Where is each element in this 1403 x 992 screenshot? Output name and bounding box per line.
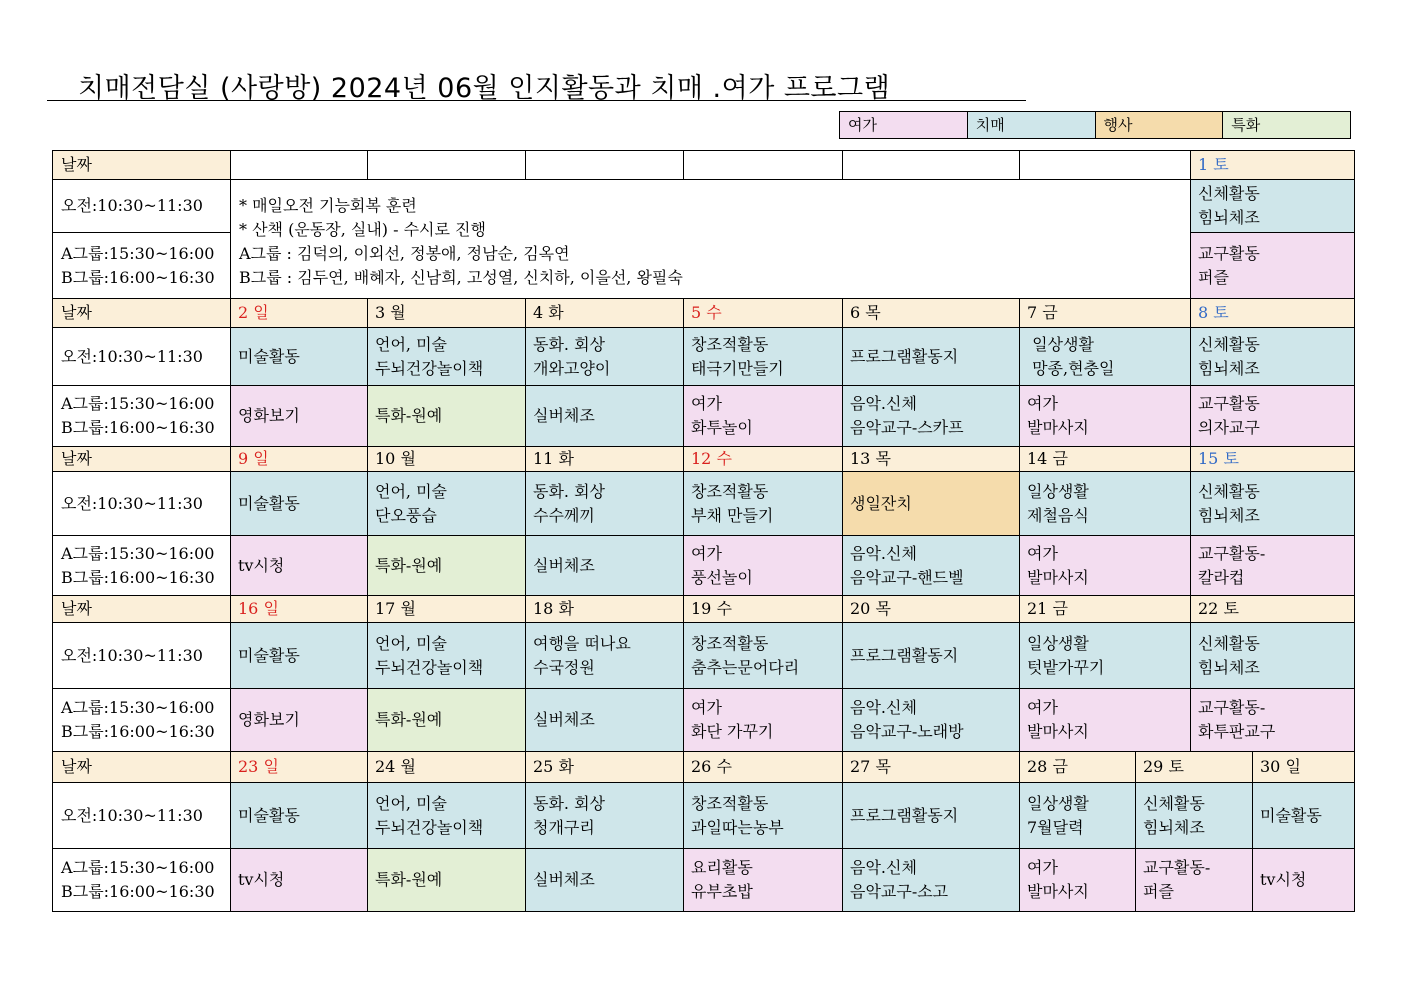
activity-line: 힘뇌체조: [1198, 657, 1260, 677]
group-b-time: B그룹:16:00~16:30: [61, 882, 215, 901]
activity-line: 창조적활동: [691, 633, 769, 653]
activity-line: 특화-원예: [375, 870, 443, 889]
date-cell: 9 일: [231, 447, 368, 472]
activity-line: 음악.신체: [850, 543, 917, 563]
activity-cell: [231, 386, 368, 447]
group-b-time: B그룹:16:00~16:30: [61, 722, 215, 741]
date-cell: 29 토: [1136, 752, 1253, 783]
activity-cell: [526, 472, 684, 536]
activity-line: 실버체조: [533, 710, 595, 729]
activity-cell: [368, 386, 526, 447]
afternoon-row: [53, 849, 1355, 912]
activity-cell: [1191, 536, 1355, 596]
date-cell: 27 목: [843, 752, 1020, 783]
date-cell: 13 목: [843, 447, 1020, 472]
activity-line: 춤추는문어다리: [691, 657, 800, 677]
activity-cell: [1136, 849, 1253, 912]
activity-line: 발마사지: [1027, 722, 1089, 741]
activity-cell: [684, 623, 843, 689]
legend-event: 행사: [1095, 112, 1223, 138]
activity-cell: [1020, 849, 1136, 912]
date-row: [53, 299, 1355, 328]
activity-cell: [1020, 328, 1191, 386]
group-a-time: A그룹:15:30~16:00: [61, 858, 215, 877]
activity-cell: [1191, 386, 1355, 447]
date-cell: 1 토: [1191, 151, 1355, 180]
date-cell: 4 화: [526, 299, 684, 328]
activity-cell: [684, 689, 843, 752]
activity-line: 풍선놀이: [691, 567, 753, 587]
activity-cell: [231, 623, 368, 689]
time-label: [53, 689, 231, 752]
activity-line: 일상생활: [1027, 793, 1089, 813]
activity-line: 일상생활: [1027, 633, 1089, 653]
activity-line: 요리활동: [691, 858, 753, 877]
activity-line: 언어, 미술: [375, 793, 447, 813]
activity-cell: [368, 472, 526, 536]
activity-cell: [1191, 689, 1355, 752]
activity-line: 제철음식: [1027, 505, 1089, 525]
date-cell: 8 토: [1191, 299, 1355, 328]
date-cell: 12 수: [684, 447, 843, 472]
activity-line: 언어, 미술: [375, 334, 447, 354]
group-a-time: A그룹:15:30~16:00: [61, 543, 215, 563]
date-cell: 6 목: [843, 299, 1020, 328]
activity-line: 언어, 미술: [375, 481, 447, 501]
activity-cell: [526, 328, 684, 386]
activity-line: 특화-원예: [375, 710, 443, 729]
afternoon-row: [53, 536, 1355, 596]
activity-line: 여가: [1027, 698, 1058, 717]
activity-line: 수국정원: [533, 657, 595, 677]
activity-cell: [368, 689, 526, 752]
activity-cell: [368, 623, 526, 689]
activity-line: 동화. 회상: [533, 334, 605, 354]
activity-line: 창조적활동: [691, 481, 769, 501]
activity-line: 음악.신체: [850, 394, 917, 413]
date-label: 날짜: [53, 299, 231, 328]
activity-line: 청개구리: [533, 817, 595, 837]
activity-cell: [368, 328, 526, 386]
activity-cell: [231, 536, 368, 596]
activity-line: 칼라컵: [1198, 567, 1245, 587]
activity-cell: [1191, 328, 1355, 386]
activity-cell: [368, 536, 526, 596]
activity-line: 교구활동: [1198, 394, 1260, 413]
time-label: 오전:10:30~11:30: [53, 180, 231, 233]
date-row: [53, 596, 1355, 623]
note-line: A그룹 : 김덕의, 이외선, 정봉애, 정남순, 김옥연: [239, 244, 570, 263]
activity-cell: [684, 783, 843, 849]
activity-cell: [843, 783, 1020, 849]
activity-line: tv시청: [238, 870, 285, 889]
activity-line: 텃밭가꾸기: [1027, 657, 1105, 677]
activity-cell: [684, 386, 843, 447]
date-cell: 30 일: [1253, 752, 1355, 783]
date-row: [53, 752, 1355, 783]
activity-cell: [843, 386, 1020, 447]
time-label: 오전:10:30~11:30: [53, 472, 231, 536]
time-label: 오전:10:30~11:30: [53, 783, 231, 849]
activity-line: 힘뇌체조: [1198, 505, 1260, 525]
date-label: 날짜: [53, 752, 231, 783]
activity-line: 음악교구-노래방: [850, 722, 964, 741]
activity-line: 화투판교구: [1198, 722, 1276, 741]
activity-cell: [368, 849, 526, 912]
activity-line: 음악교구-핸드벨: [850, 567, 964, 587]
activity-line: 음악.신체: [850, 698, 917, 717]
activity-cell: [526, 849, 684, 912]
group-a-time: A그룹:15:30~16:00: [61, 394, 215, 413]
date-cell-empty: [1020, 151, 1191, 180]
activity-line: 여가: [691, 543, 722, 563]
date-cell-empty: [843, 151, 1020, 180]
activity-line: 미술활동: [238, 346, 300, 366]
activity-cell: [843, 689, 1020, 752]
activity-cell: [843, 472, 1020, 536]
activity-line: 영화보기: [238, 406, 300, 425]
activity-line: 여가: [691, 698, 722, 717]
activity-cell: [843, 536, 1020, 596]
activity-line: 퍼즐: [1198, 267, 1229, 287]
activity-line: 힘뇌체조: [1198, 358, 1260, 378]
activity-line: 음악교구-소고: [850, 882, 949, 901]
activity-cell: [684, 472, 843, 536]
activity-line: 힘뇌체조: [1198, 208, 1260, 227]
note-line: * 산책 (운동장, 실내) - 수시로 진행: [239, 220, 486, 239]
activity-cell: [1253, 783, 1355, 849]
activity-line: 특화-원예: [375, 406, 443, 425]
activity-line: 여행을 떠나요: [533, 633, 631, 653]
date-cell: 11 화: [526, 447, 684, 472]
time-label: [53, 386, 231, 447]
activity-cell: [1253, 849, 1355, 912]
activity-line: 단오풍습: [375, 505, 437, 525]
activity-line: 유부초밥: [691, 882, 753, 901]
activity-line: 동화. 회상: [533, 793, 605, 813]
date-cell: 23 일: [231, 752, 368, 783]
activity-cell: [1191, 472, 1355, 536]
activity-line: 두뇌건강놀이책: [375, 358, 484, 378]
activity-line: 부채 만들기: [691, 505, 774, 525]
date-cell: 18 화: [526, 596, 684, 623]
activity-line: 미술활동: [1260, 805, 1322, 825]
activity-cell: [231, 783, 368, 849]
activity-cell: [231, 689, 368, 752]
activity-cell: [843, 328, 1020, 386]
date-cell: 5 수: [684, 299, 843, 328]
activity-cell: [684, 536, 843, 596]
activity-line: 교구활동: [1198, 243, 1260, 263]
activity-line: 특화-원예: [375, 555, 443, 575]
page-title: 치매전담실 (사랑방) 2024년 06월 인지활동과 치매 .여가 프로그램: [78, 73, 891, 104]
activity-cell: [526, 783, 684, 849]
activity-line: 생일잔치: [850, 493, 912, 513]
activity-line: 동화. 회상: [533, 481, 605, 501]
date-cell: 19 수: [684, 596, 843, 623]
activity-line: 퍼즐: [1143, 882, 1174, 901]
date-row: [53, 151, 1355, 180]
activity-line: 화단 가꾸기: [691, 722, 774, 741]
date-cell: 10 월: [368, 447, 526, 472]
activity-cell: [231, 849, 368, 912]
activity-line: 실버체조: [533, 870, 595, 889]
date-row: [53, 447, 1355, 472]
activity-cell: [1020, 472, 1191, 536]
activity-line: 실버체조: [533, 406, 595, 425]
activity-line: 일상생활: [1027, 334, 1094, 354]
activity-line: 미술활동: [238, 805, 300, 825]
activity-cell: [684, 328, 843, 386]
activity-cell: [1136, 783, 1253, 849]
activity-cell: [1020, 386, 1191, 447]
activity-line: 여가: [691, 394, 722, 413]
color-legend: [839, 111, 1351, 139]
activity-line: 개와고양이: [533, 358, 611, 378]
date-cell: 14 금: [1020, 447, 1191, 472]
group-b-time: B그룹:16:00~16:30: [61, 567, 215, 587]
date-cell: 24 월: [368, 752, 526, 783]
group-a-time: A그룹:15:30~16:00: [61, 698, 215, 717]
activity-line: 두뇌건강놀이책: [375, 657, 484, 677]
morning-row: [53, 328, 1355, 386]
time-label: [53, 536, 231, 596]
activity-line: 여가: [1027, 394, 1058, 413]
activity-line: 언어, 미술: [375, 633, 447, 653]
group-b-time: B그룹:16:00~16:30: [61, 267, 215, 287]
time-label: 오전:10:30~11:30: [53, 623, 231, 689]
activity-cell: [368, 783, 526, 849]
date-cell: 22 토: [1191, 596, 1355, 623]
legend-leisure: 여가: [840, 112, 967, 138]
date-cell: 15 토: [1191, 447, 1355, 472]
activity-line: 음악교구-스카프: [850, 418, 964, 437]
activity-line: 미술활동: [238, 645, 300, 665]
activity-line: 프로그램활동지: [850, 346, 959, 366]
activity-cell: [526, 689, 684, 752]
activity-line: 의자교구: [1198, 418, 1260, 437]
time-label: 오전:10:30~11:30: [53, 328, 231, 386]
time-label: [53, 849, 231, 912]
date-cell: 26 수: [684, 752, 843, 783]
activity-line: 화투놀이: [691, 418, 753, 437]
activity-line: 영화보기: [238, 710, 300, 729]
notes-cell: [231, 180, 1191, 299]
activity-line: 교구활동-: [1143, 858, 1211, 877]
afternoon-row: [53, 689, 1355, 752]
activity-cell: [231, 328, 368, 386]
date-label: 날짜: [53, 151, 231, 180]
activity-cell: [684, 849, 843, 912]
date-cell: 3 월: [368, 299, 526, 328]
date-cell: 21 금: [1020, 596, 1191, 623]
date-label: 날짜: [53, 447, 231, 472]
activity-cell: [843, 849, 1020, 912]
afternoon-row: [53, 386, 1355, 447]
activity-line: 실버체조: [533, 555, 595, 575]
activity-line: tv시청: [1260, 870, 1307, 889]
activity-cell: [1191, 623, 1355, 689]
legend-special: 특화: [1222, 112, 1350, 138]
date-cell: 20 목: [843, 596, 1020, 623]
activity-line: 창조적활동: [691, 793, 769, 813]
activity-line: 음악.신체: [850, 858, 917, 877]
activity-cell: [843, 623, 1020, 689]
activity-line: 망종,현충일: [1027, 358, 1115, 378]
schedule-table: [52, 150, 1355, 912]
group-b-time: B그룹:16:00~16:30: [61, 418, 215, 437]
activity-line: 발마사지: [1027, 418, 1089, 437]
activity-line: 일상생활: [1027, 481, 1089, 501]
title-underline: [47, 100, 1026, 101]
date-cell-empty: [526, 151, 684, 180]
date-cell-empty: [368, 151, 526, 180]
activity-line: 신체활동: [1198, 334, 1260, 354]
date-cell: 7 금: [1020, 299, 1191, 328]
activity-line: 프로그램활동지: [850, 645, 959, 665]
activity-cell: [231, 472, 368, 536]
activity-cell: [1020, 783, 1136, 849]
activity-cell: [526, 386, 684, 447]
activity-line: 신체활동: [1198, 184, 1260, 203]
morning-row: [53, 783, 1355, 849]
date-cell: 17 월: [368, 596, 526, 623]
time-label: [53, 233, 231, 299]
activity-line: 수수께끼: [533, 505, 595, 525]
activity-line: 신체활동: [1198, 481, 1260, 501]
activity-line: 신체활동: [1143, 793, 1205, 813]
activity-line: 프로그램활동지: [850, 805, 959, 825]
group-a-time: A그룹:15:30~16:00: [61, 243, 215, 263]
activity-line: 교구활동-: [1198, 698, 1266, 717]
date-cell-empty: [231, 151, 368, 180]
activity-line: 교구활동-: [1198, 543, 1266, 563]
activity-line: 여가: [1027, 543, 1058, 563]
date-cell: 16 일: [231, 596, 368, 623]
activity-line: 신체활동: [1198, 633, 1260, 653]
date-cell-empty: [684, 151, 843, 180]
activity-line: 태극기만들기: [691, 358, 784, 378]
activity-cell: [1191, 180, 1355, 233]
activity-line: tv시청: [238, 555, 285, 575]
activity-line: 여가: [1027, 858, 1058, 877]
legend-dementia: 치매: [967, 112, 1095, 138]
activity-line: 창조적활동: [691, 334, 769, 354]
date-cell: 25 화: [526, 752, 684, 783]
note-line: B그룹 : 김두연, 배혜자, 신남희, 고성열, 신치하, 이을선, 왕필숙: [239, 268, 683, 287]
activity-cell: [1191, 233, 1355, 299]
note-line: * 매일오전 기능회복 훈련: [239, 196, 417, 215]
date-cell: 2 일: [231, 299, 368, 328]
morning-row: [53, 472, 1355, 536]
activity-line: 두뇌건강놀이책: [375, 817, 484, 837]
activity-line: 미술활동: [238, 493, 300, 513]
activity-cell: [526, 536, 684, 596]
activity-line: 힘뇌체조: [1143, 817, 1205, 837]
date-cell: 28 금: [1020, 752, 1136, 783]
activity-cell: [526, 623, 684, 689]
date-label: 날짜: [53, 596, 231, 623]
activity-cell: [1020, 623, 1191, 689]
activity-cell: [1020, 536, 1191, 596]
activity-line: 발마사지: [1027, 567, 1089, 587]
activity-cell: [1020, 689, 1191, 752]
morning-row: [53, 623, 1355, 689]
activity-line: 발마사지: [1027, 882, 1089, 901]
morning-row: [53, 180, 1355, 233]
activity-line: 7월달력: [1027, 817, 1084, 837]
activity-line: 과일따는농부: [691, 817, 784, 837]
